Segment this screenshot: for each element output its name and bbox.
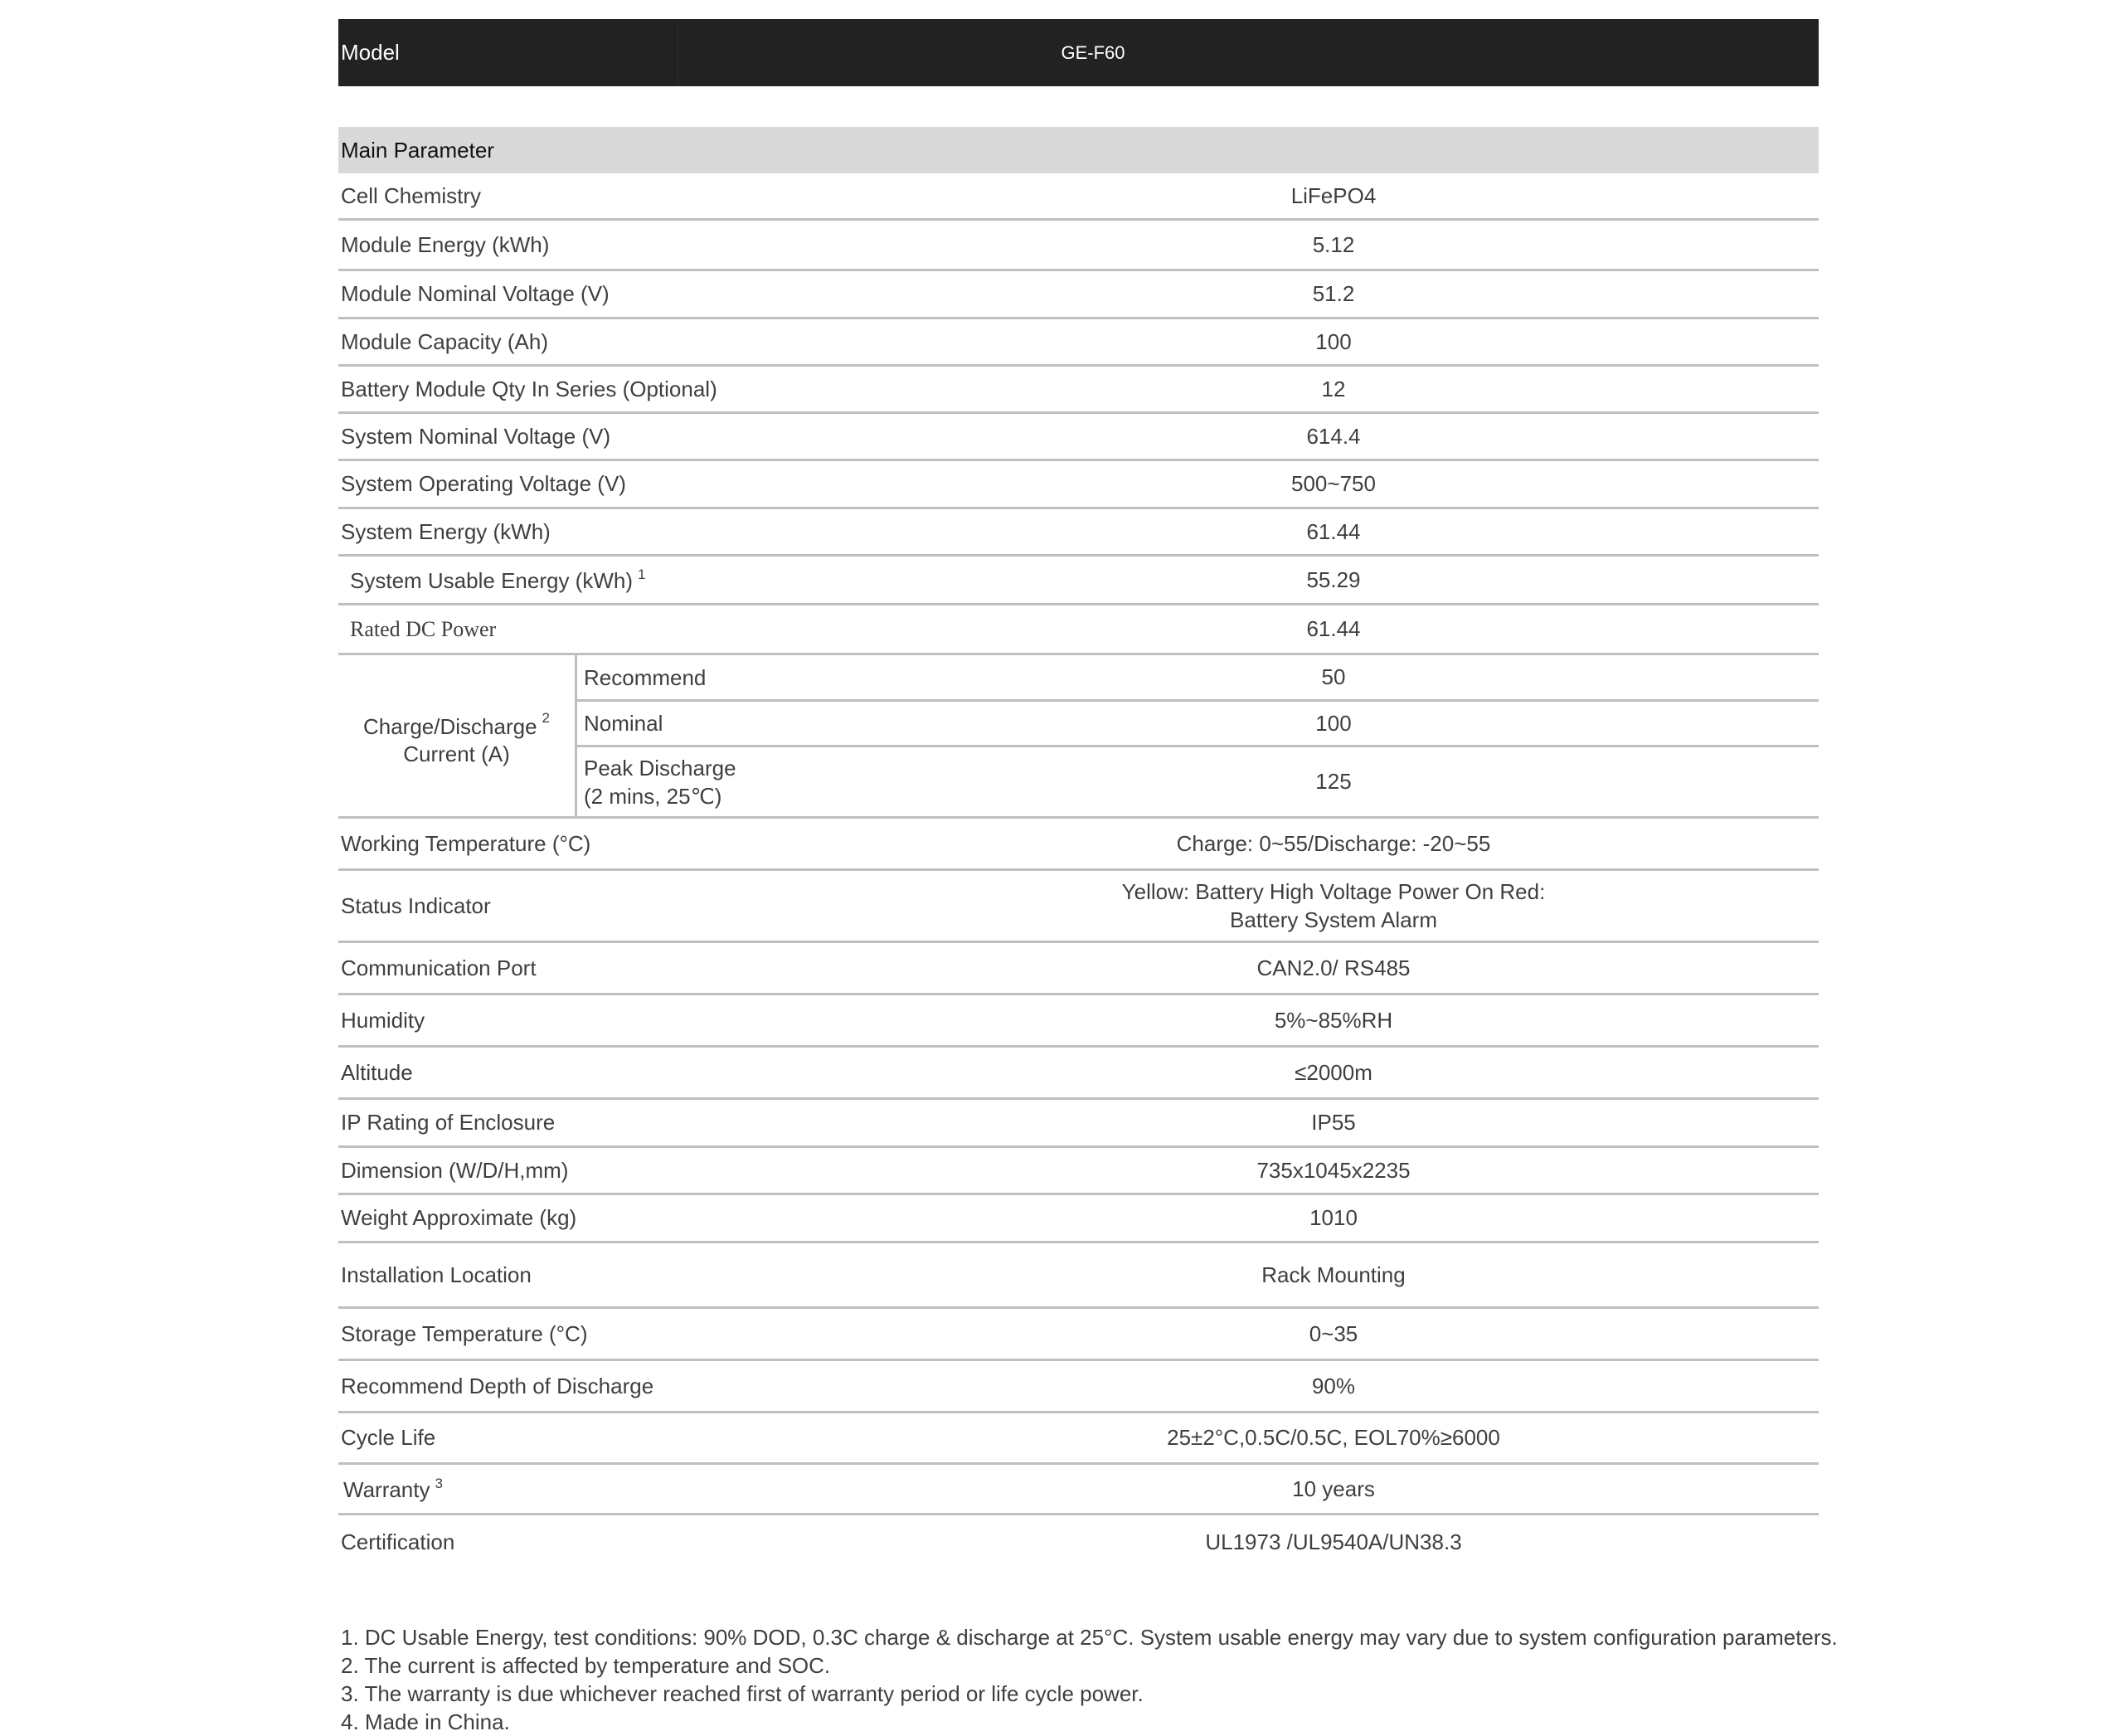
table-row <box>338 319 1819 367</box>
row-value: 10 years <box>1292 1476 1375 1501</box>
footnote-marker: 2 <box>542 709 551 726</box>
row-key: IP Rating of Enclosure <box>341 1110 556 1135</box>
row-value: 100 <box>1315 328 1352 354</box>
table-row <box>338 461 1819 509</box>
row-key-text: System Usable Energy (kWh) <box>350 567 633 593</box>
table-row <box>338 414 1819 461</box>
spec-sheet <box>338 19 1838 1736</box>
footnote-marker: 3 <box>435 1475 443 1491</box>
row-value: 25±2°C,0.5C/0.5C, EOL70%≥6000 <box>1167 1425 1500 1450</box>
row-value <box>1002 878 1665 934</box>
row-key: Working Temperature (°C) <box>341 830 591 856</box>
group-subrows <box>577 655 1819 816</box>
table-subrow <box>577 747 1819 816</box>
row-value: 5.12 <box>1312 231 1355 257</box>
row-key: Module Nominal Voltage (V) <box>341 281 610 306</box>
row-value: LiFePO4 <box>1290 182 1377 208</box>
table-row <box>338 995 1819 1048</box>
row-key: Weight Approximate (kg) <box>341 1205 577 1230</box>
table-row <box>338 1148 1819 1195</box>
table-row <box>338 1100 1819 1148</box>
group-label-line2: Current (A) <box>403 741 510 766</box>
row-value: 614.4 <box>1306 423 1361 449</box>
row-key: System Nominal Voltage (V) <box>341 423 611 449</box>
row-key: Altitude <box>341 1059 413 1085</box>
row-value: CAN2.0/ RS485 <box>1256 955 1411 980</box>
group-label-line1: Charge/Discharge <box>362 713 537 739</box>
row-value-line1: Yellow: Battery High Voltage Power On Red: <box>1121 879 1546 904</box>
row-value: 735x1045x2235 <box>1256 1157 1411 1183</box>
row-key: Status Indicator <box>341 892 491 918</box>
row-key: Installation Location <box>341 1262 532 1287</box>
row-value: 61.44 <box>1306 518 1361 544</box>
row-value-line2: Battery System Alarm <box>1230 907 1437 932</box>
row-key: Recommend Depth of Discharge <box>341 1373 654 1398</box>
row-key: Communication Port <box>341 955 537 980</box>
table-row <box>338 173 1819 221</box>
row-value: 1010 <box>1309 1205 1358 1230</box>
row-key-text: Warranty <box>343 1476 430 1502</box>
table-row <box>338 1243 1819 1309</box>
footnote-1: 1. DC Usable Energy, test conditions: 90% DOD, 0.3C charge & discharge at 25°C. System usable energy may vary due to system configuration parameters. <box>341 1625 1838 1650</box>
table-row <box>338 1515 1819 1568</box>
subrow-key: Recommend <box>584 664 707 690</box>
table-row <box>338 557 1819 605</box>
subrow-key-line2: (2 mins, 25℃) <box>584 783 722 809</box>
group-label <box>338 655 577 816</box>
row-value: 51.2 <box>1312 281 1355 306</box>
table-row <box>338 1413 1819 1465</box>
table-row <box>338 1361 1819 1413</box>
table-subrow <box>577 655 1819 702</box>
row-key: Module Capacity (Ah) <box>341 328 548 354</box>
table-row <box>338 943 1819 995</box>
row-key: Cell Chemistry <box>341 182 482 208</box>
row-key: System Operating Voltage (V) <box>341 471 626 496</box>
subrow-value: 100 <box>1315 710 1352 736</box>
footnotes <box>338 1623 1838 1736</box>
row-value: 12 <box>1321 376 1346 401</box>
row-value: Charge: 0~55/Discharge: -20~55 <box>1176 830 1491 856</box>
table-subrow <box>577 702 1819 747</box>
row-key: Module Energy (kWh) <box>341 231 550 257</box>
row-value: 61.44 <box>1306 616 1361 641</box>
row-key: Battery Module Qty In Series (Optional) <box>341 376 717 401</box>
subrow-key: Nominal <box>584 711 663 737</box>
model-label: Model <box>338 19 678 86</box>
charge-discharge-group <box>338 655 1819 819</box>
footnote-2: 2. The current is affected by temperature and SOC. <box>341 1653 831 1678</box>
table-row <box>338 367 1819 414</box>
table-row <box>338 1195 1819 1243</box>
row-value: 55.29 <box>1306 567 1361 592</box>
subrow-value: 125 <box>1315 769 1352 795</box>
row-key: Dimension (W/D/H,mm) <box>341 1157 569 1183</box>
table-row <box>338 509 1819 557</box>
row-key: System Energy (kWh) <box>341 518 551 544</box>
row-key: Cycle Life <box>341 1425 436 1450</box>
table-row <box>338 819 1819 871</box>
row-key: Storage Temperature (°C) <box>341 1320 588 1346</box>
table-row <box>338 871 1819 943</box>
table-row <box>338 1048 1819 1100</box>
footnote-marker: 1 <box>637 566 646 582</box>
row-value: UL1973 /UL9540A/UN38.3 <box>1205 1529 1462 1554</box>
row-key: Certification <box>341 1529 455 1554</box>
table-row <box>338 221 1819 271</box>
table-row <box>338 605 1819 655</box>
row-value: 90% <box>1311 1373 1356 1398</box>
section-title: Main Parameter <box>338 127 1819 173</box>
row-key: Humidity <box>341 1007 425 1033</box>
row-value: IP55 <box>1311 1110 1356 1135</box>
table-row <box>338 1309 1819 1361</box>
row-key: Rated DC Power <box>350 616 497 641</box>
subrow-key-line1: Peak Discharge <box>584 755 736 780</box>
model-value: GE-F60 <box>1061 41 1125 63</box>
table-row <box>338 271 1819 319</box>
model-header <box>338 19 1819 86</box>
footnote-3: 3. The warranty is due whichever reached first of warranty period or life cycle power. <box>341 1681 1144 1706</box>
row-value: 0~35 <box>1309 1320 1358 1346</box>
table-row <box>338 1465 1819 1515</box>
row-value: ≤2000m <box>1295 1059 1372 1085</box>
footnote-4: 4. Made in China. <box>341 1709 510 1734</box>
row-value: 5%~85%RH <box>1274 1007 1393 1033</box>
subrow-value: 50 <box>1321 664 1346 690</box>
row-value: 500~750 <box>1291 471 1376 496</box>
row-value: Rack Mounting <box>1261 1262 1406 1287</box>
